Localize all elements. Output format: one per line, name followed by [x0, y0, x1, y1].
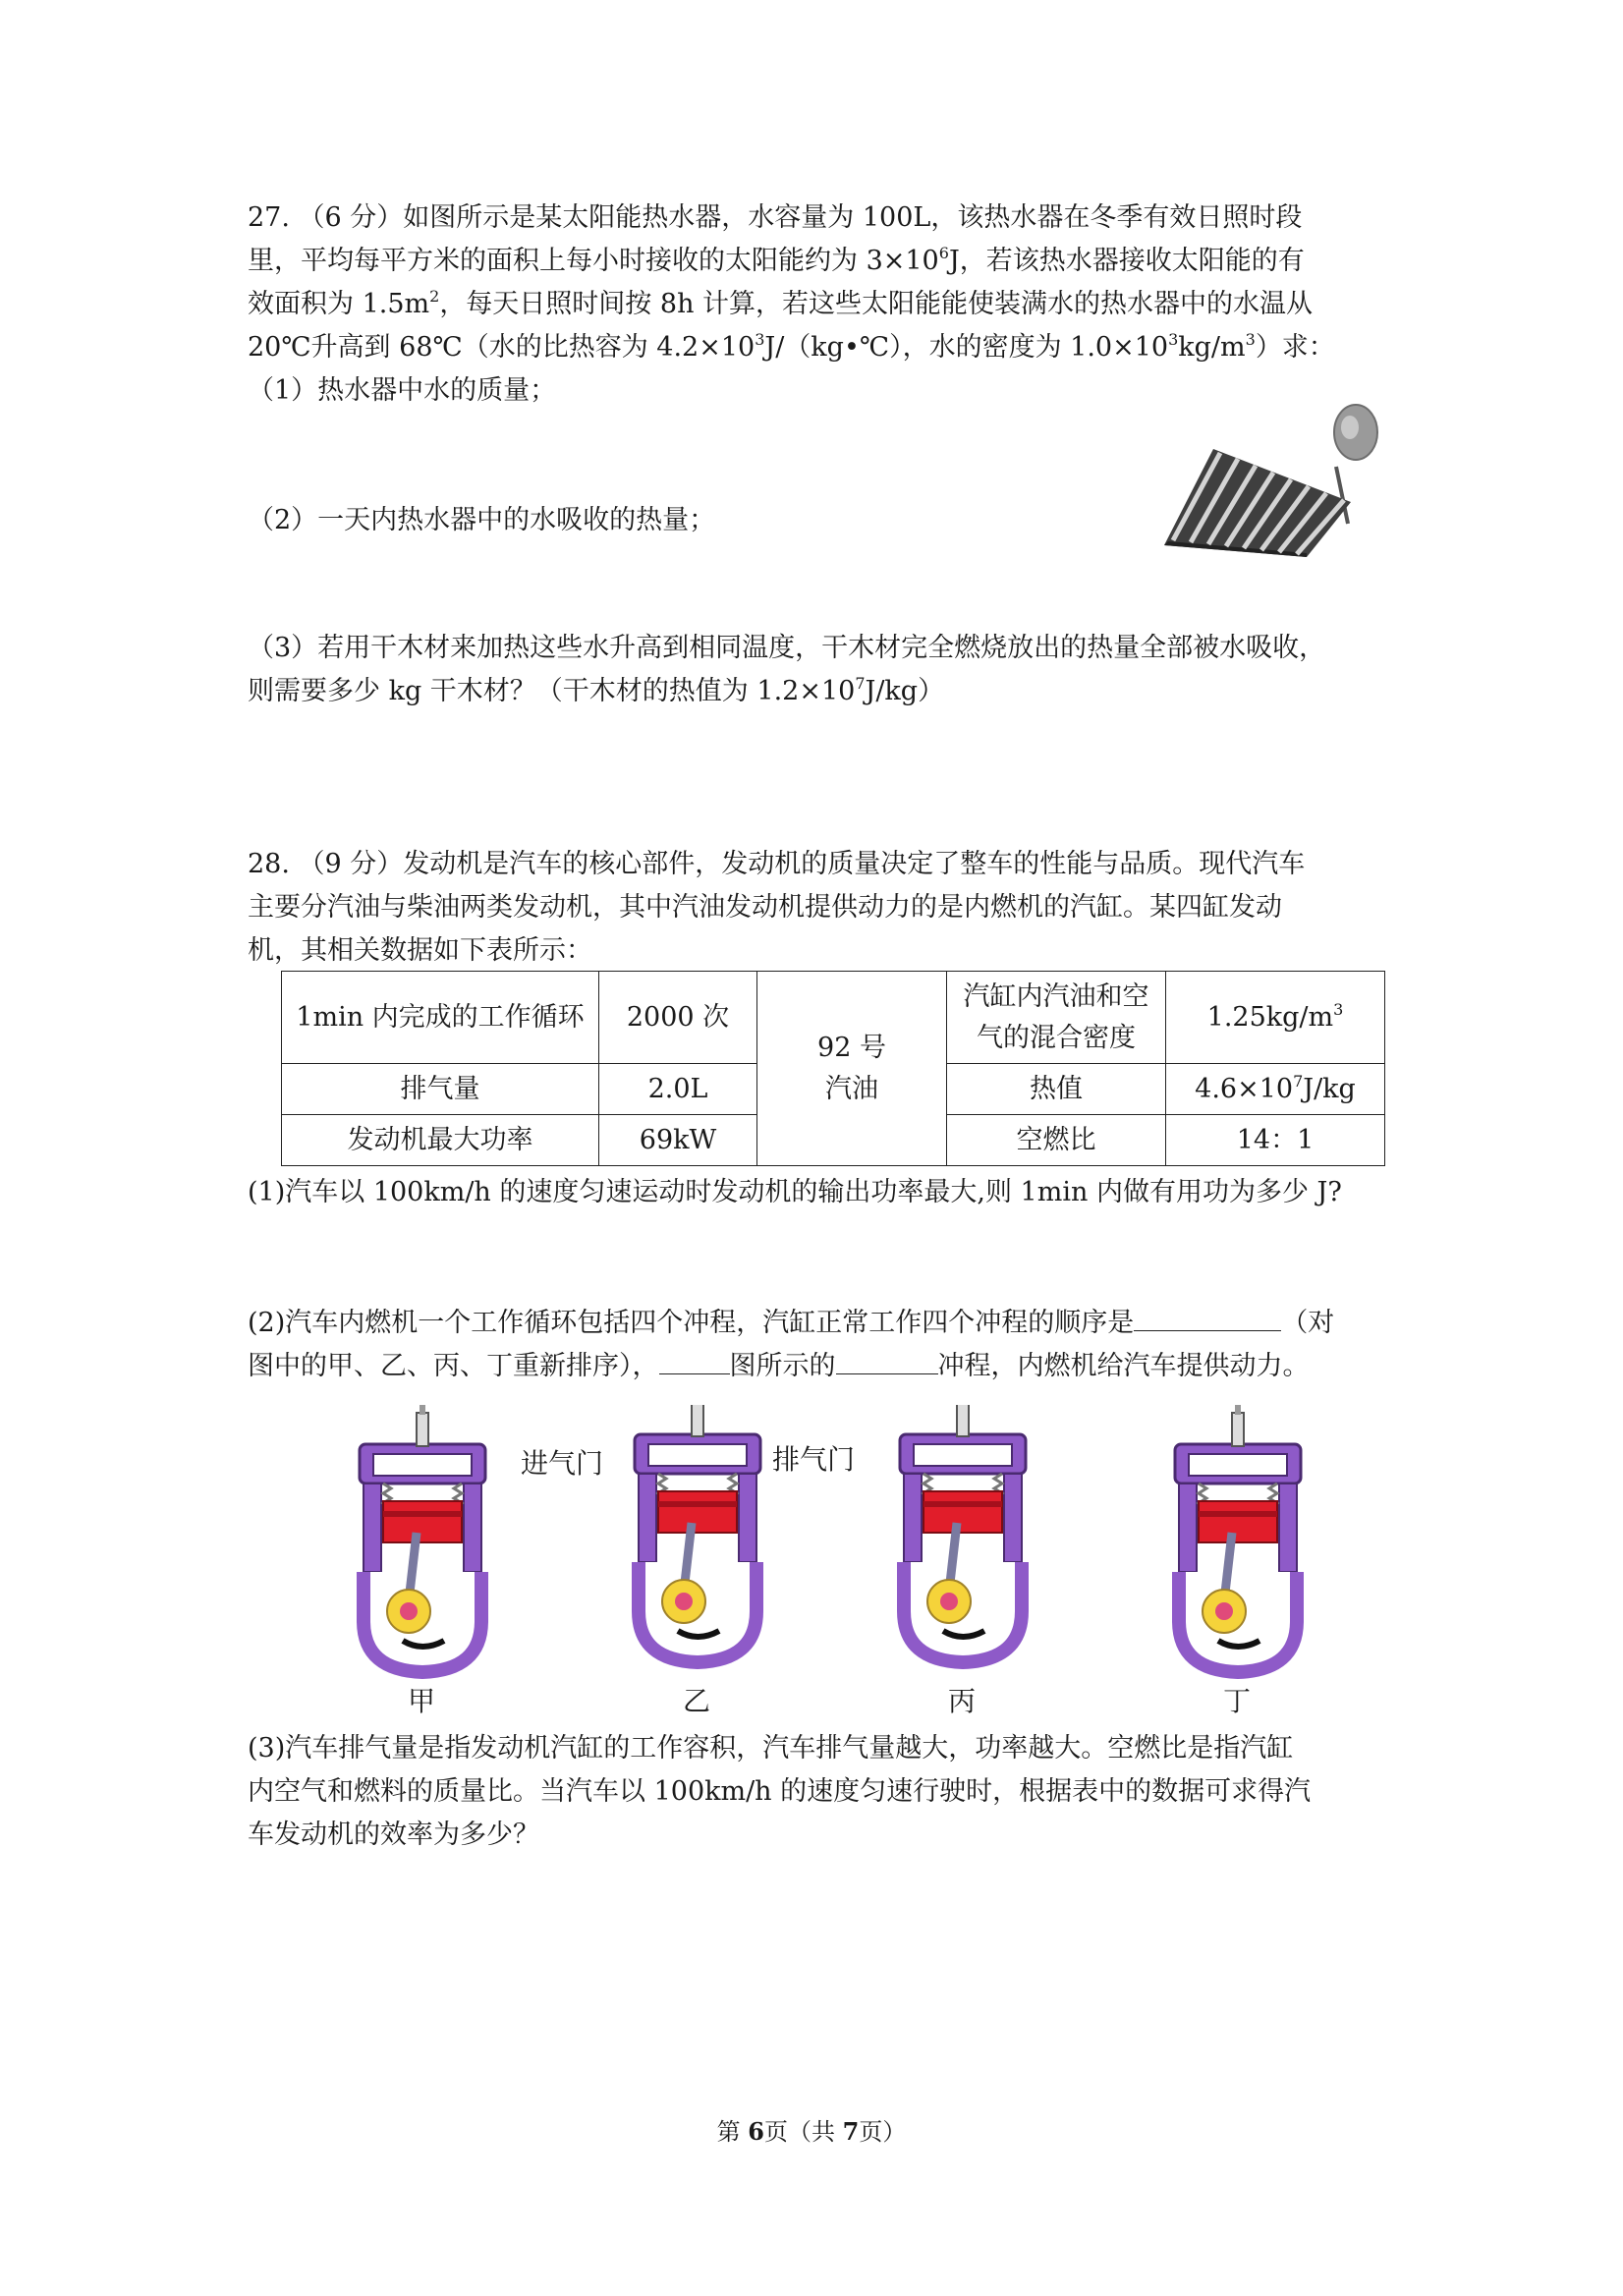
- q27-sub-1: （1）热水器中水的质量；: [248, 375, 557, 406]
- table-cell-fuel: 92 号 汽油: [757, 972, 947, 1166]
- table-cell: 69kW: [599, 1115, 757, 1166]
- q28-sub-3c: 车发动机的效率为多少？: [248, 1820, 539, 1850]
- q28-sub-2b: 图中的甲、乙、丙、丁重新排序）， 图所示的 冲程，内燃机给汽车提供动力。: [248, 1344, 1392, 1388]
- table-cell: 发动机最大功率: [282, 1115, 599, 1166]
- answer-blank[interactable]: [836, 1344, 938, 1374]
- q27-line-4: 20℃升高到 68℃（水的比热容为 $4.2\times 10^3J/(kg•℃)$，水的密度为 $1.0\times 10^3kg/m^3$）求：: [248, 330, 1335, 363]
- q28-sub-1: (1)汽车以 100km/h 的速度匀速运动时发动机的输出功率最大,则 1min 内做有用功为多少 J?: [248, 1177, 1342, 1207]
- page-footer: 第 6页（共 7页）: [716, 2117, 907, 2146]
- table-cell: $1.25kg/m^3$: [1166, 972, 1385, 1064]
- q28-line-3: 机，其相关数据如下表所示：: [248, 935, 592, 966]
- solar-heater-image: [1159, 398, 1385, 560]
- table-cell: 14：1: [1166, 1115, 1385, 1166]
- q27-sub-3b: 则需要多少 kg 干木材？（干木材的热值为 $1.2\times 10^7J/kg$）: [248, 674, 945, 706]
- q27-line-3: 效面积为 $1.5m^2$，每天日照时间按 8h 计算，若这些太阳能能使装满水的热水器中的水温从: [248, 287, 1314, 319]
- answer-blank[interactable]: [1134, 1301, 1281, 1331]
- intake-valve-label: 进气门: [521, 1447, 604, 1480]
- q27-sub-2: （2）一天内热水器中的水吸收的热量；: [248, 505, 716, 535]
- q28-sub-3b: 内空气和燃料的质量比。当汽车以 100km/h 的速度匀速行驶时，根据表中的数据可求得汽: [248, 1776, 1312, 1807]
- q27-line-1: 27. （6 分）如图所示是某太阳能热水器，水容量为 100L，该热水器在冬季有效日照时段: [248, 202, 1303, 233]
- q28-sub-3a: (3)汽车排气量是指发动机汽缸的工作容积，汽车排气量越大，功率越大。空燃比是指汽缸: [248, 1733, 1294, 1764]
- caption-ding: 丁: [1223, 1685, 1252, 1717]
- answer-blank[interactable]: [659, 1344, 730, 1374]
- exhaust-valve-label: 排气门: [772, 1443, 856, 1476]
- q27-line-2: 里，平均每平方米的面积上每小时接收的太阳能约为 $3\times 10^6J$，若该热水器接收太阳能的有: [248, 244, 1305, 276]
- table-cell: 排气量: [282, 1064, 599, 1115]
- table-cell: 2.0L: [599, 1064, 757, 1115]
- table-cell: 2000 次: [599, 972, 757, 1064]
- q28-line-1: 28. （9 分）发动机是汽车的核心部件，发动机的质量决定了整车的性能与品质。现代汽车: [248, 849, 1306, 879]
- table-cell: 空燃比: [947, 1115, 1166, 1166]
- caption-yi: 乙: [683, 1685, 711, 1717]
- engine-data-table: [281, 971, 1385, 1166]
- table-cell: $4.6\times 10^7J/kg$: [1166, 1064, 1385, 1115]
- table-cell: 汽缸内汽油和空 气的混合密度: [947, 972, 1166, 1064]
- table-cell: 热值: [947, 1064, 1166, 1115]
- q28-sub-2a: (2)汽车内燃机一个工作循环包括四个冲程，汽缸正常工作四个冲程的顺序是 （对: [248, 1301, 1392, 1345]
- table-cell: 1min 内完成的工作循环: [282, 972, 599, 1064]
- caption-bing: 丙: [948, 1685, 977, 1717]
- q27-sub-3a: （3）若用干木材来加热这些水升高到相同温度，干木材完全燃烧放出的热量全部被水吸收，: [248, 633, 1326, 663]
- caption-jia: 甲: [408, 1685, 436, 1717]
- q28-line-2: 主要分汽油与柴油两类发动机，其中汽油发动机提供动力的是内燃机的汽缸。某四缸发动: [248, 892, 1282, 923]
